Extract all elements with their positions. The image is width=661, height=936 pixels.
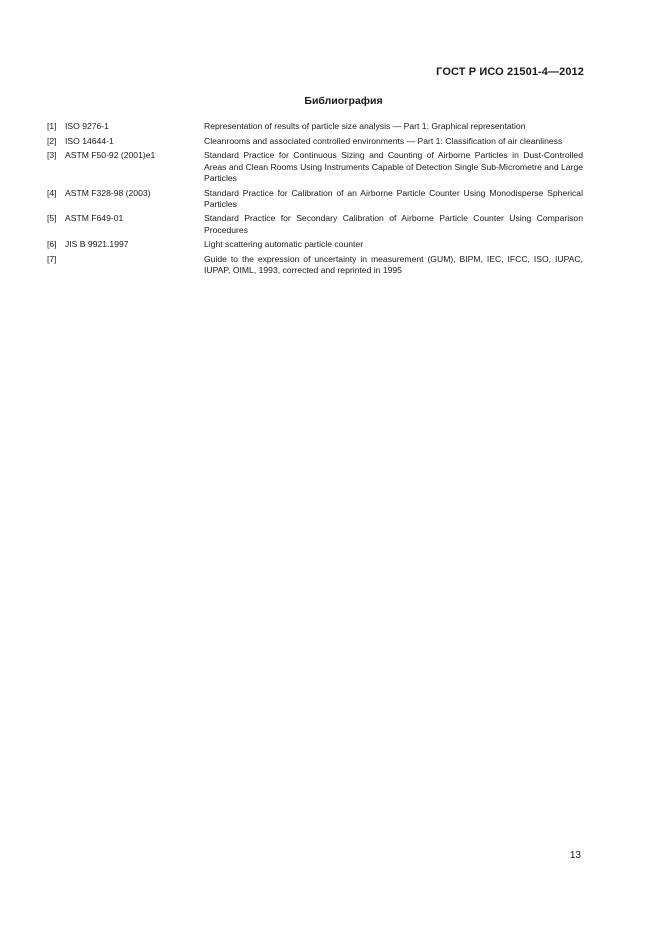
entry-code bbox=[65, 254, 204, 276]
entry-description: Representation of results of particle size analysis — Part 1: Graphical representation bbox=[204, 121, 526, 131]
entry-code: ISO 9276-1 bbox=[65, 121, 109, 131]
entry-code: ASTM F649-01 bbox=[65, 213, 124, 224]
entry-code: JIS B 9921.1997 bbox=[65, 239, 129, 250]
bibliography-entry-7 bbox=[47, 254, 583, 276]
entry-number: [3] bbox=[47, 150, 57, 161]
entry-code: ASTM F328-98 (2003) bbox=[65, 187, 151, 198]
bibliography-entry-2 bbox=[47, 136, 583, 147]
bibliography-entry-4 bbox=[47, 188, 583, 210]
entry-number: [2] bbox=[47, 135, 57, 146]
entry-description: Standard Practice for Calibration of an Airborne Particle Counter Using Monodisperse Spherical Particles bbox=[204, 187, 583, 209]
entry-description: Cleanrooms and associated controlled environments — Part 1: Classification of air cleanliness bbox=[204, 135, 563, 146]
bibliography-entry-6 bbox=[47, 239, 583, 250]
entry-code: ASTM F50-92 (2001)e1 bbox=[65, 150, 156, 161]
bibliography-entry-5 bbox=[47, 213, 583, 235]
entry-number: [5] bbox=[47, 213, 57, 224]
entry-number: [6] bbox=[47, 239, 57, 250]
page-number: 13 bbox=[569, 850, 581, 861]
entry-description: Standard Practice for Continuous Sizing and Counting of Airborne Particles in Dust-Controlled Areas and Clean Rooms Using Instruments Capable of Detection Single Sub-Micrometre and Large Particles bbox=[204, 150, 583, 183]
entry-description: Light scattering automatic particle counter bbox=[204, 239, 364, 250]
entry-number: [7] bbox=[47, 254, 57, 265]
entry-number: [4] bbox=[47, 187, 57, 198]
document-header-code: ГОСТ Р ИСО 21501-4—2012 bbox=[436, 66, 584, 78]
bibliography-list bbox=[47, 121, 583, 280]
bibliography-entry-3 bbox=[47, 150, 583, 184]
bibliography-entry-1 bbox=[47, 121, 583, 132]
entry-code: ISO 14644-1 bbox=[65, 135, 114, 146]
bibliography-title: Библиография bbox=[304, 95, 383, 107]
entry-description: Guide to the expression of uncertainty in measurement (GUM), BIPM, IEC, IFCC, ISO, IUPAC, IUPAP, OIML, 1993, corrected and reprinted in 1995 bbox=[204, 254, 583, 276]
entry-number: [1] bbox=[47, 121, 57, 131]
entry-description: Standard Practice for Secondary Calibration of Airborne Particle Counter Using Comparison Procedures bbox=[204, 213, 583, 235]
